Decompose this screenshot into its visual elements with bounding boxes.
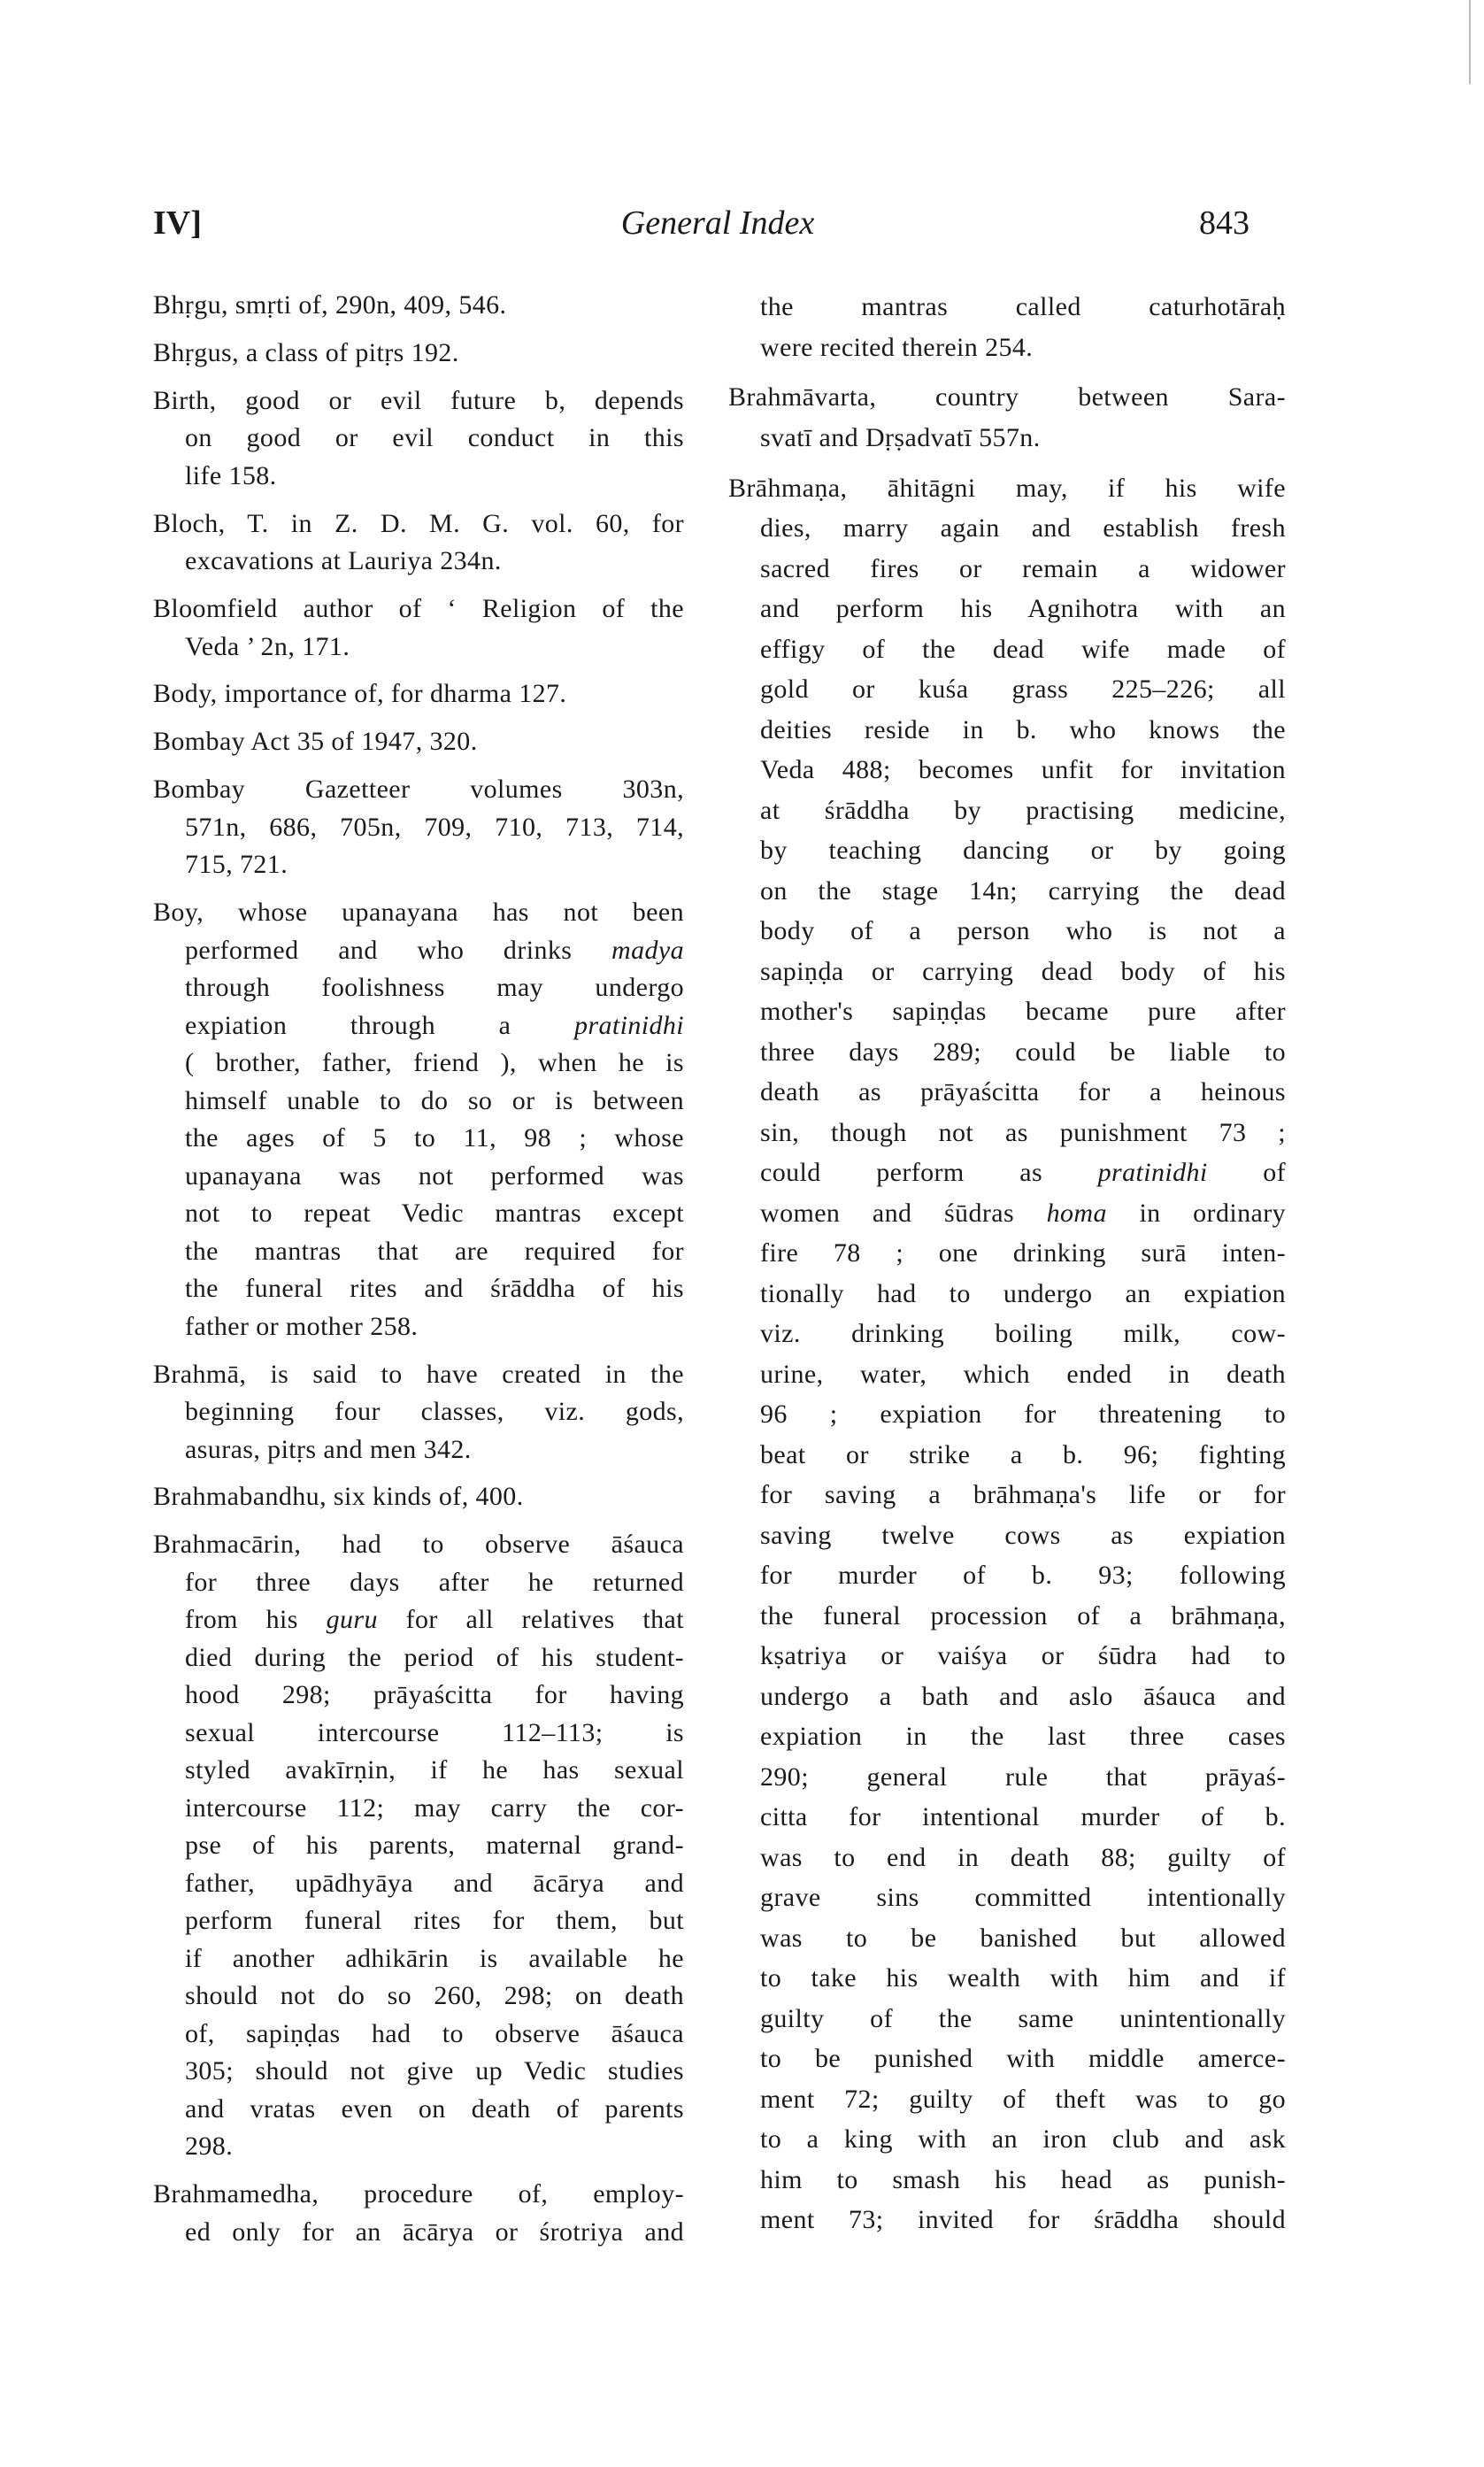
entry-line: of, sapiṇḍas had to observe āśauca — [185, 2018, 684, 2048]
entry-headword-line: Birth, good or evil future b, depends — [153, 385, 684, 415]
italic-term: pratinidhi — [1097, 1158, 1208, 1188]
entry-line: was to be banished but allowed — [760, 1923, 1286, 1953]
entry-line: svatī and Dṛṣadvatī 557n. — [760, 422, 1041, 452]
entry-line: 305; should not give up Vedic studies — [185, 2056, 684, 2086]
entry-line: deities reside in b. who knows the — [760, 714, 1286, 744]
entry-line: on good or evil conduct in this — [185, 423, 684, 453]
index-entry — [728, 377, 1286, 458]
entry-line: if another adhikārin is available he — [185, 1943, 684, 1973]
entry-line: life 158. — [185, 460, 277, 490]
entry-line: hood 298; prāyaścitta for having — [185, 1680, 684, 1710]
entry-line: 715, 721. — [185, 850, 288, 880]
index-entry — [153, 2176, 684, 2251]
entry-line: to be punished with middle amerce- — [760, 2044, 1286, 2074]
entry-line: for three days after he returned — [185, 1567, 684, 1597]
entry-line: were recited therein 254. — [760, 332, 1034, 362]
entry-headword-line: Bombay Act 35 of 1947, 320. — [153, 727, 478, 757]
italic-term: pratinidhi — [573, 1010, 684, 1040]
entry-headword-line: Bombay Gazetteer volumes 303n, — [153, 775, 684, 805]
entry-line: for murder of b. 93; following — [760, 1561, 1286, 1591]
entry-line: mother's sapiṇḍas became pure after — [760, 997, 1286, 1027]
entry-headword-line: Bhṛgus, a class of pitṛs 192. — [153, 337, 459, 367]
entry-line: through foolishness may undergo — [185, 973, 684, 1003]
entry-line: 290; general rule that prāyaś- — [760, 1762, 1286, 1792]
entry-line: styled avakīrṇin, if he has sexual — [185, 1755, 684, 1785]
entry-line: beat or strike a b. 96; fighting — [760, 1439, 1286, 1469]
italic-term: homa — [1046, 1198, 1107, 1228]
index-entry — [153, 590, 684, 666]
entry-line: was to end in death 88; guilty of — [760, 1842, 1286, 1872]
entry-line: the funeral procession of a brāhmaṇa, — [760, 1600, 1286, 1631]
entry-line: ed only for an ācārya or śrotriya and — [185, 2216, 684, 2247]
entry-line: himself unable to do so or is between — [185, 1085, 684, 1115]
entry-line: death as prāyaścitta for a heinous — [760, 1077, 1286, 1107]
section-marker: IV] — [153, 204, 202, 242]
running-title: General Index — [620, 204, 815, 242]
entry-line: Veda 488; becomes unfit for invitation — [760, 755, 1286, 785]
entry-line: excavations at Lauriya 234n. — [185, 546, 502, 576]
entry-line: perform funeral rites for them, but — [185, 1906, 684, 1936]
index-entry — [153, 894, 684, 1345]
entry-line: viz. drinking boiling milk, cow- — [760, 1319, 1286, 1349]
entry-line: for saving a brāhmaṇa's life or for — [760, 1480, 1286, 1510]
page-number: 843 — [1199, 204, 1249, 242]
entry-line: to a king with an iron club and ask — [760, 2124, 1286, 2155]
index-entry — [153, 723, 684, 761]
entry-line: sacred fires or remain a widower — [760, 553, 1286, 583]
entry-line: sapiṇḍa or carrying dead body of his — [760, 956, 1286, 986]
entry-headword-line: Brāhmaṇa, āhitāgni may, if his wife — [728, 473, 1286, 503]
entry-line: at śrāddha by practising medicine, — [760, 795, 1286, 825]
entry-line: 571n, 686, 705n, 709, 710, 713, 714, — [185, 812, 684, 842]
entry-headword-line: Brahmāvarta, country between Sara- — [728, 382, 1286, 412]
index-entry — [153, 771, 684, 884]
entry-line: the ages of 5 to 11, 98 ; whose — [185, 1123, 684, 1153]
entry-line: grave sins committed intentionally — [760, 1883, 1286, 1913]
entry-line: pse of his parents, maternal grand- — [185, 1831, 684, 1861]
entry-line: asuras, pitṛs and men 342. — [185, 1434, 472, 1464]
index-entry — [728, 287, 1286, 367]
entry-headword-line: Brahmacārin, had to observe āśauca — [153, 1530, 684, 1560]
entry-headword-line: Bloch, T. in Z. D. M. G. vol. 60, for — [153, 508, 684, 538]
entry-line: the mantras that are required for — [185, 1236, 684, 1266]
entry-headword-line: Brahmamedha, procedure of, employ- — [153, 2179, 684, 2209]
entry-line: 298. — [185, 2132, 234, 2162]
entry-line: ment 72; guilty of theft was to go — [760, 2084, 1286, 2114]
entry-headword-line: Body, importance of, for dharma 127. — [153, 679, 567, 709]
entry-line: tionally had to undergo an expiation — [760, 1278, 1286, 1308]
entry-line: the funeral rites and śrāddha of his — [185, 1274, 684, 1304]
entry-line: Veda ’ 2n, 171. — [185, 631, 350, 661]
index-entry — [153, 1356, 684, 1469]
index-entry — [153, 1478, 684, 1516]
entry-line: upanayana was not performed was — [185, 1160, 684, 1191]
index-entry — [153, 675, 684, 713]
index-entry — [728, 468, 1286, 2240]
entry-headword-line: Brahmabandhu, six kinds of, 400. — [153, 1482, 524, 1512]
entry-line: effigy of the dead wife made of — [760, 634, 1286, 664]
italic-term: madya — [611, 935, 684, 965]
entry-line: body of a person who is not a — [760, 916, 1286, 946]
index-entry — [153, 382, 684, 496]
entry-headword-line: Boy, whose upanayana has not been — [153, 898, 684, 928]
entry-line: the mantras called caturhotāraḥ — [760, 292, 1286, 321]
entry-line: to take his wealth with him and if — [760, 1963, 1286, 1993]
entry-line: saving twelve cows as expiation — [760, 1520, 1286, 1550]
entry-line: from his guru for all relatives that — [185, 1605, 684, 1635]
entry-line: intercourse 112; may carry the cor- — [185, 1792, 684, 1823]
entry-line: three days 289; could be liable to — [760, 1037, 1286, 1067]
index-entry — [153, 287, 684, 325]
entry-line: not to repeat Vedic mantras except — [185, 1199, 684, 1229]
entry-line: dies, marry again and establish fresh — [760, 513, 1286, 544]
entry-line: expiation through a pratinidhi — [185, 1010, 684, 1040]
entry-line: urine, water, which ended in death — [760, 1359, 1286, 1389]
entry-line: ment 73; invited for śrāddha should — [760, 2205, 1286, 2235]
entry-line: undergo a bath and aslo āśauca and — [760, 1681, 1286, 1711]
index-entry — [153, 335, 684, 373]
entry-line: fire 78 ; one drinking surā inten- — [760, 1238, 1286, 1268]
entry-line: should not do so 260, 298; on death — [185, 1981, 684, 2011]
entry-headword-line: Bhṛgu, smṛti of, 290n, 409, 546. — [153, 290, 507, 320]
index-column-left — [153, 287, 684, 2262]
entry-line: father or mother 258. — [185, 1311, 419, 1341]
entry-line: guilty of the same unintentionally — [760, 2003, 1286, 2033]
entry-line: him to smash his head as punish- — [760, 2164, 1286, 2194]
entry-line: and vratas even on death of parents — [185, 2093, 684, 2124]
scan-artifact-line — [1469, 0, 1471, 84]
entry-line: performed and who drinks madya — [185, 935, 684, 965]
entry-line: could perform as pratinidhi of — [760, 1158, 1286, 1188]
index-entry — [153, 1526, 684, 2166]
entry-line: died during the period of his student- — [185, 1642, 684, 1672]
index-column-right — [728, 287, 1286, 2250]
entry-line: ( brother, father, friend ), when he is — [185, 1048, 684, 1078]
entry-headword-line: Brahmā, is said to have created in the — [153, 1359, 684, 1389]
entry-line: sexual intercourse 112–113; is — [185, 1717, 684, 1747]
entry-line: sin, though not as punishment 73 ; — [760, 1117, 1286, 1147]
entry-line: father, upādhyāya and ācārya and — [185, 1868, 684, 1898]
entry-line: expiation in the last three cases — [760, 1722, 1286, 1752]
entry-line: on the stage 14n; carrying the dead — [760, 875, 1286, 906]
index-entry — [153, 505, 684, 581]
entry-line: 96 ; expiation for threatening to — [760, 1399, 1286, 1430]
entry-line: gold or kuśa grass 225–226; all — [760, 675, 1286, 705]
entry-line: and perform his Agnihotra with an — [760, 594, 1286, 624]
entry-line: beginning four classes, viz. gods, — [185, 1397, 684, 1427]
entry-line: citta for intentional murder of b. — [760, 1802, 1286, 1832]
entry-line: by teaching dancing or by going — [760, 836, 1286, 866]
entry-line: women and śūdras homa in ordinary — [760, 1198, 1286, 1228]
entry-line: kṣatriya or vaiśya or śūdra had to — [760, 1641, 1286, 1671]
entry-headword-line: Bloomfield author of ‘ Religion of the — [153, 594, 684, 624]
italic-term: guru — [326, 1605, 378, 1635]
